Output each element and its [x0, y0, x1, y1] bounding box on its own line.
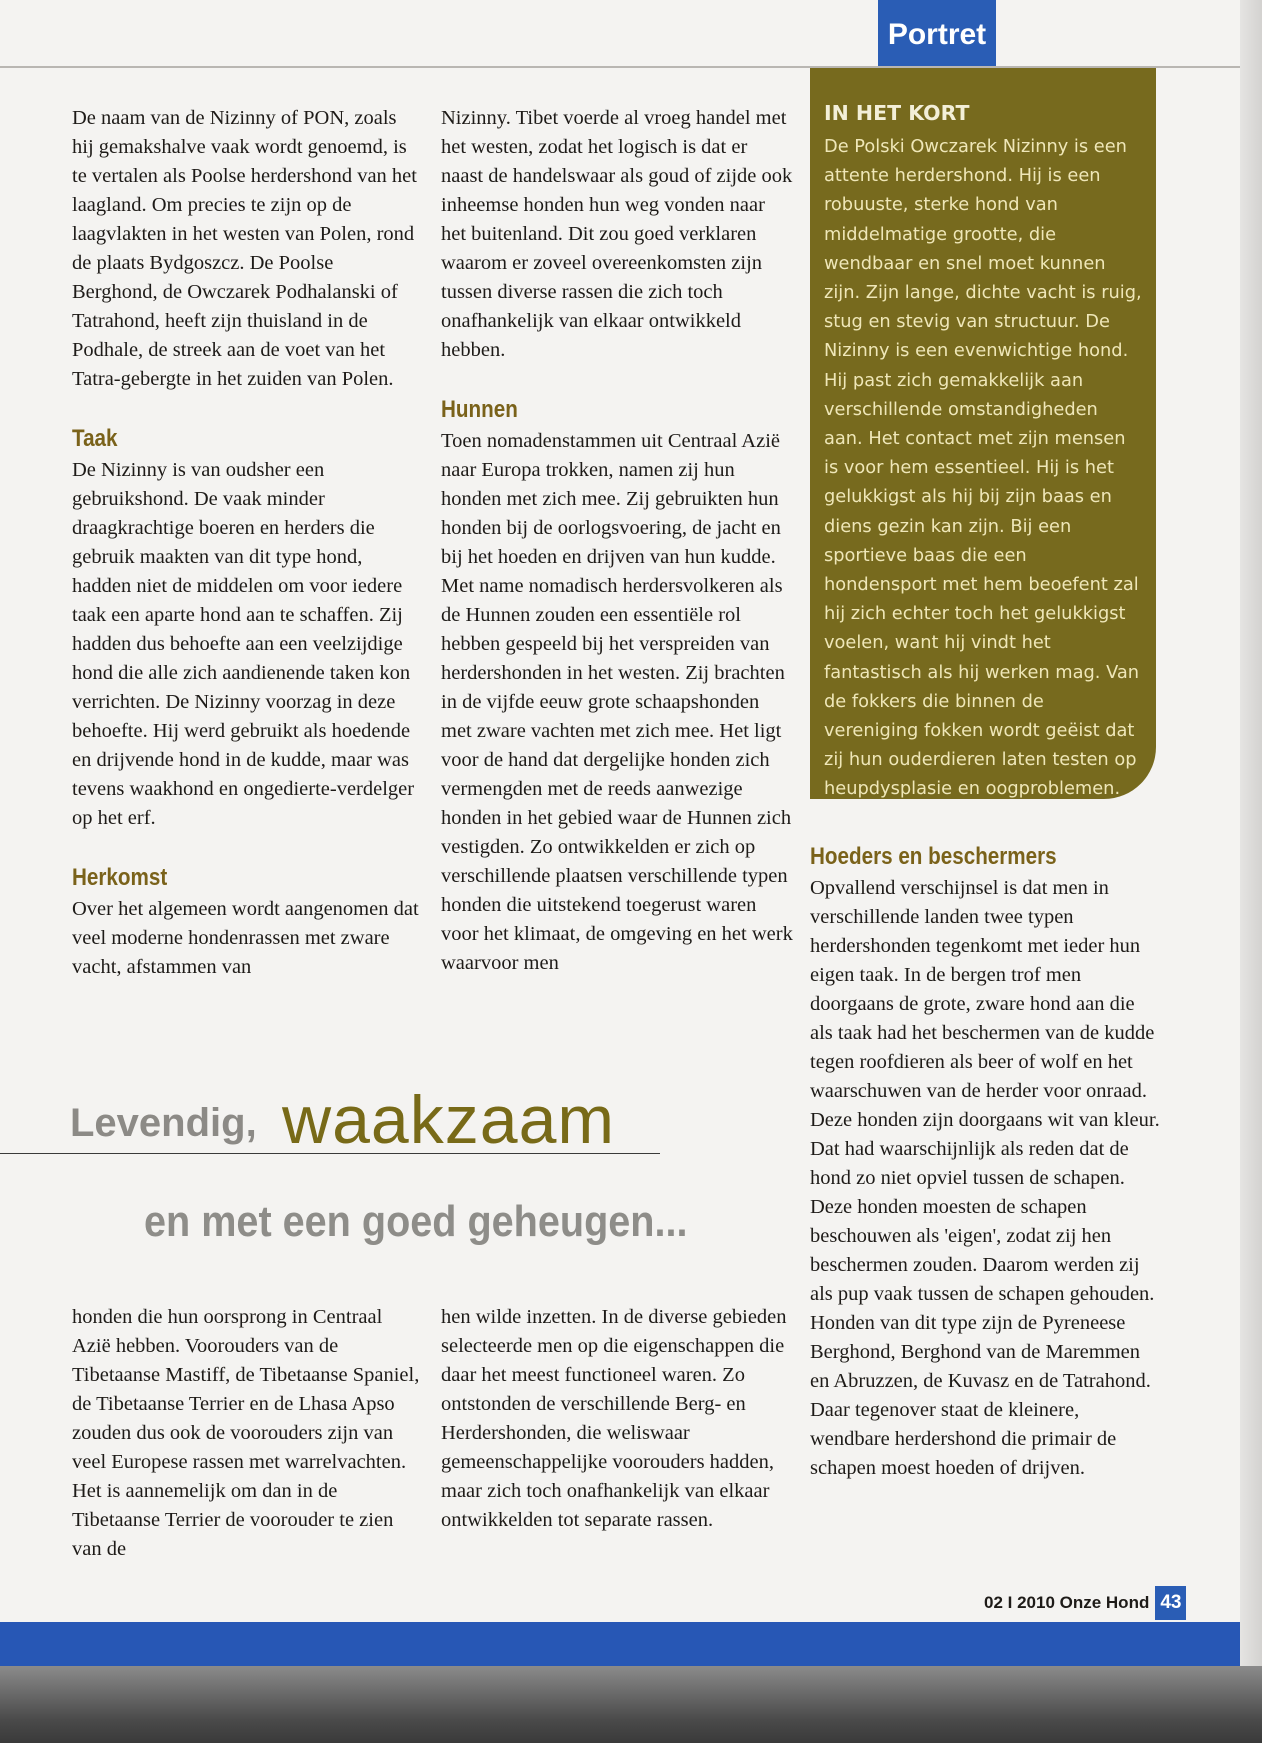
page-edge: [1240, 0, 1262, 1743]
sidebar-heading: IN HET KORT: [824, 101, 970, 125]
heading-taak: Taak: [72, 425, 118, 452]
page-number: 43: [1155, 1586, 1186, 1620]
heading-hunnen: Hunnen: [441, 396, 518, 423]
pull-quote-levendig: Levendig,: [70, 1101, 257, 1145]
continued-paragraph-1: honden die hun oorsprong in Centraal Azië hebben. Voorouders van de Tibetaanse Mastiff, de Tibetaanse Spaniel, de Tibetaanse Terrier en de Lhasa Apso zouden dus ook de voorouders zijn van veel Europese rassen met warrelvachten. Het is aannemelijk om dan in de Tibetaanse Terrier de voorouder te zien van de: [72, 1306, 420, 1560]
pull-quote: [0, 1082, 790, 1246]
herkomst-paragraph: Over het algemeen wordt aangenomen dat veel moderne hondenrassen met zware vacht, afstammen van: [72, 898, 419, 978]
taak-paragraph: De Nizinny is van oudsher een gebruikshond. De vaak minder draagkrachtige boeren en herders die gebruik maakten van dit type hond, hadden niet de middelen om voor iedere taak een aparte hond aan te schaffen. Zij hadden dus behoefte aan een veelzijdige hond die alle zich aandienende taken kon verrichten. De Nizinny voorzag in deze behoefte. Hij werd gebruikt als hoedende en drijvende hond in de kudde, maar was tevens waakhond en ongedierte-verdelger op het erf.: [72, 459, 415, 829]
pull-quote-subline: en met een goed geheugen...: [144, 1197, 688, 1246]
sidebar-text: De Polski Owczarek Nizinny is een attente herdershond. Hij is een robuuste, sterke hond van middelmatige grootte, die wendbaar en snel moet kunnen zijn. Zijn lange, dichte vacht is ruig, stug en stevig van structuur. De Nizinny is een evenwichtige hond. Hij past zich gemakkelijk aan verschillende omstandigheden aan. Het contact met zijn mensen is voor hem essentieel. Hij is het gelukkigst als hij bij zijn baas en diens gezin kan zijn. Bij een sportieve baas die een hondensport met hem beoefent zal hij zich echter toch het gelukkigst voelen, want hij vindt het fantastisch als hij werken mag. Van de fokkers die binnen de vereniging fokken wordt geëist dat zij hun ouderdieren laten testen op heupdysplasie en oogproblemen.: [824, 136, 1142, 800]
scan-shadow: [0, 1666, 1262, 1743]
page-footer: [984, 1586, 1186, 1620]
section-tab: Portret: [878, 0, 996, 66]
column-3: [810, 832, 1162, 1483]
column-1-lower: [72, 1303, 422, 1564]
column-2-lower: [441, 1303, 791, 1535]
hunnen-paragraph: Toen nomadenstammen uit Centraal Azië naar Europa trokken, namen zij hun honden met zich mee. Zij gebruikten hun honden bij de oorlogsvoering, de jacht en bij het hoeden en drijven van hun kudde. Met name nomadisch herdersvolkeren als de Hunnen zouden een essentiële rol hebben gespeeld bij het verspreiden van herdershonden in het westen. Zij brachten in de vijfde eeuw grote schaapshonden met zware vachten met zich mee. Het ligt voor de hand dat dergelijke honden zich vermengden met de reeds aanwezige honden in het gebied waar de Hunnen zich vestigden. Zo ontwikkelden er zich op verschillende plaatsen verschillende typen honden die uitstekend toegerust waren voor het klimaat, de omgeving en het werk waarvoor men: [441, 430, 793, 974]
column-2-upper: [441, 104, 793, 978]
column-1-upper: [72, 104, 422, 982]
continued-paragraph-2: hen wilde inzetten. In de diverse gebieden selecteerde men op die eigenschappen die daar het meest functioneel waren. Zo ontstonden de verschillende Berg- en Herdershonden, die weliswaar gemeenschappelijke voorouders hadden, maar zich toch onafhankelijk van elkaar ontwikkelden tot separate rassen.: [441, 1306, 787, 1531]
in-het-kort-box: [810, 68, 1156, 799]
hoeders-paragraph: Opvallend verschijnsel is dat men in verschillende landen twee typen herdershonden tegenkomt met ieder hun eigen taak. In de bergen trof men doorgaans de grote, zware hond aan die als taak had het beschermen van de kudde tegen roofdieren als beer of wolf en het waarschuwen van de herder voor onraad. Deze honden zijn doorgaans wit van kleur. Dat had waarschijnlijk als reden dat de hond zo niet opviel tussen de schapen. Deze honden moesten de schapen beschouwen als 'eigen', zodat zij hen beschermen zouden. Daarom werden zij als pup vaak tussen de schapen gehouden. Honden van dit type zijn de Pyreneese Berghond, Berghond van de Maremmen en Abruzzen, de Kuvasz en de Tatrahond.: [810, 877, 1160, 1392]
bottom-blue-band: [0, 1622, 1240, 1666]
issue-label: 02 I 2010 Onze Hond: [984, 1593, 1150, 1612]
pull-quote-waakzaam: waakzaam: [282, 1082, 616, 1158]
tibet-paragraph: Nizinny. Tibet voerde al vroeg handel met het westen, zodat het logisch is dat er naast de handelswaar als goud of zijde ook inheemse honden hun weg vonden naar het buitenland. Dit zou goed verklaren waarom er zoveel overeenkomsten zijn tussen diverse rassen die zich toch onafhankelijk van elkaar ontwikkeld hebben.: [441, 107, 793, 361]
heading-herkomst: Herkomst: [72, 864, 168, 891]
heading-hoeders: Hoeders en beschermers: [810, 843, 1057, 870]
intro-paragraph: De naam van de Nizinny of PON, zoals hij gemakshalve vaak wordt genoemd, is te vertalen als Poolse herdershond van het laagland. Om precies te zijn op de laagvlakten in het westen van Polen, rond de plaats Bydgoszcz. De Poolse Berghond, de Owczarek Podhalanski of Tatrahond, heeft zijn thuisland in de Podhale, de streek aan de voet van het Tatra-gebergte in het zuiden van Polen.: [72, 107, 417, 390]
kleinere-paragraph: Daar tegenover staat de kleinere, wendbare herdershond die primair de schapen moest hoeden of drijven.: [810, 1399, 1117, 1479]
